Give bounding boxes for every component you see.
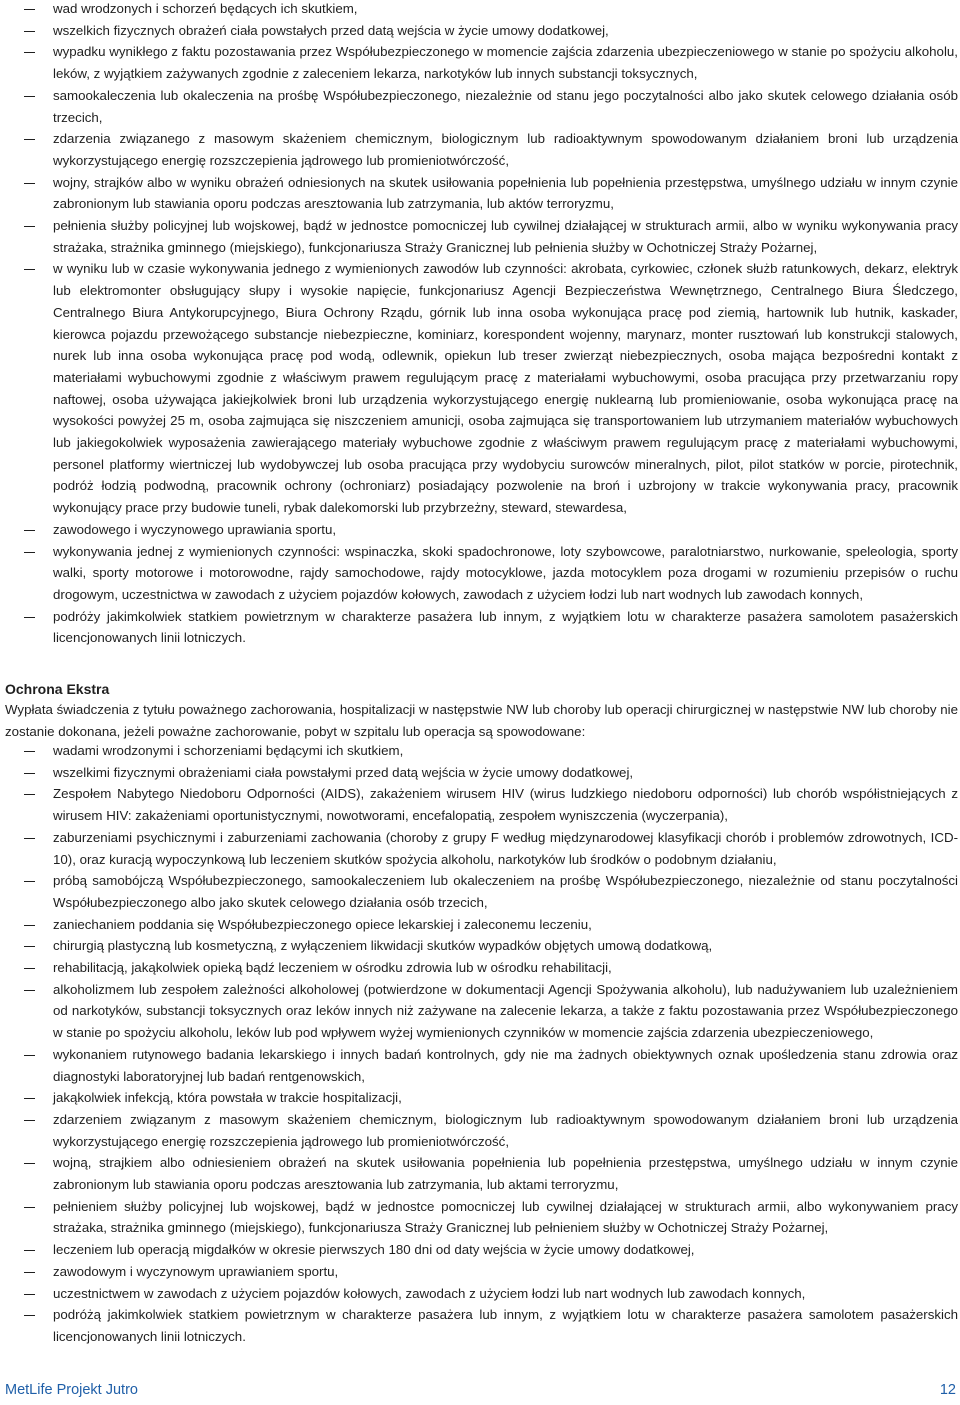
list-item: próbą samobójczą Współubezpieczonego, samookaleczeniem lub okaleczeniem na prośbę Współubezpieczonego, niezależnie od stanu poczytalności Współubezpieczonego albo jako skutek celowego działania osób trzecich, <box>53 870 958 913</box>
list-item: podróży jakimkolwiek statkiem powietrznym w charakterze pasażera lub innym, z wyjątkiem lotu w charakterze pasażera samolotem pasażerskich licencjonowanych linii lotniczych. <box>53 606 958 649</box>
list-item: w wyniku lub w czasie wykonywania jednego z wymienionych zawodów lub czynności: akrobata, cyrkowiec, członek służb ratunkowych, dekarz, elektryk lub elektromonter obsługujący słupy i wysokie napięcie, funkcjonariusz Agencji Bezpieczeństwa Wewnętrznego, Centralnego Biura Śledczego, Centralnego Biura Antykorupcyjnego, Biura Ochrony Rządu, górnik lub inna osoba wykonująca pracę pod ziemią, hartownik lub hutnik, kaskader, kierowca pojazdu przewożącego substancje niebezpieczne, kominiarz, korespondent wojenny, marynarz, monter rusztowań lub konstrukcji stalowych, nurek lub inna osoba wykonująca pracę pod wodą, odlewnik, opiekun lub treser zwierząt niebezpiecznych, osoba mająca bezpośredni kontakt z materiałami wybuchowymi zgodnie z właściwym prawem regulującym pracę z materiałami wybuchowymi, osoba pracująca przy przetwarzaniu ropy naftowej, osoba używająca jakiejkolwiek broni lub urządzenia wykorzystującego energię nuklearną lub promieniowanie, osoba wykonująca pracę na wysokości powyżej 25 m, osoba zajmująca się niszczeniem amunicji, osoba zajmująca się transportowaniem lub utrzymaniem materiałów wybuchowych lub jakiegokolwiek wyposażenia zawierającego materiały wybuchowe zgodnie z właściwym prawem regulującym pracę z materiałami wybuchowymi, personel platformy wiertniczej lub wydobywczej lub osoba pracująca przy wydobyciu surowców mineralnych, pilot, pilot statków w porcie, pirotechnik, podróż łodzią podwodną, pracownik ochrony (ochroniarz) posiadający pozwolenie na broń i uzbrojony w trakcie wykonywania pracy, pracownik wykonujący prace przy budowie tuneli, rybak dalekomorski lub przybrzeżny, steward, stewardesa, <box>53 258 958 518</box>
list-item: samookaleczenia lub okaleczenia na prośbę Współubezpieczonego, niezależnie od stanu jego poczytalności albo jako skutek celowego działania osób trzecich, <box>53 85 958 128</box>
list-item: alkoholizmem lub zespołem zależności alkoholowej (potwierdzone w dokumentacji Agencji Spożywania alkoholu), lub nadużywaniem lub uzależnieniem od narkotyków, substancji toksycznych oraz leków innych niż zażywane na zalecenie lekarza, a także z faktu pozostawania przez Współubezpieczonego w stanie po spożyciu alkoholu, leków lub pod wpływem wyżej wymienionych czynników w momencie zajścia zdarzenia ubezpieczeniowego, <box>53 979 958 1044</box>
ekstra-exclusions-list <box>0 740 958 1348</box>
list-item: wszelkimi fizycznymi obrażeniami ciała powstałymi przed datą wejścia w życie umowy dodatkowej, <box>53 762 958 784</box>
list-item: uczestnictwem w zawodach z użyciem pojazdów kołowych, zawodach z użyciem łodzi lub nart wodnych lub zawodach konnych, <box>53 1283 958 1305</box>
list-item: zdarzenia związanego z masowym skażeniem chemicznym, biologicznym lub radioaktywnym spowodowanym działaniem broni lub urządzenia wykorzystującego energię rozszczepienia jądrowego lub promieniotwórczość, <box>53 128 958 171</box>
section-intro: Wypłata świadczenia z tytułu poważnego zachorowania, hospitalizacji w następstwie NW lub choroby lub operacji chirurgicznej w następstwie NW lub choroby nie zostanie dokonana, jeżeli poważne zachorowanie, pobyt w szpitalu lub operacja są spowodowane: <box>5 702 958 739</box>
list-item: zdarzeniem związanym z masowym skażeniem chemicznym, biologicznym lub radioaktywnym spowodowanym działaniem broni lub urządzenia wykorzystującego energię rozszczepienia jądrowego lub promieniotwórczość, <box>53 1109 958 1152</box>
list-item: wadami wrodzonymi i schorzeniami będącymi ich skutkiem, <box>53 740 958 762</box>
list-item: wszelkich fizycznych obrażeń ciała powstałych przed datą wejścia w życie umowy dodatkowej, <box>53 20 958 42</box>
list-item: zawodowego i wyczynowego uprawiania sportu, <box>53 519 958 541</box>
list-item: zawodowym i wyczynowym uprawianiem sportu, <box>53 1261 958 1283</box>
list-item: wykonywania jednej z wymienionych czynności: wspinaczka, skoki spadochronowe, loty szybowcowe, paralotniarstwo, nurkowanie, speleologia, sporty walki, sporty motorowe i motorowodne, rajdy samochodowe, rajdy motocyklowe, jazda motocyklem poza drogami w rozumieniu przepisów o ruchu drogowym, uczestnictwa w zawodach z użyciem pojazdów kołowych, zawodach z użyciem łodzi lub nart wodnych lub zawodach konnych, <box>53 541 958 606</box>
page-number: 12 <box>939 1382 956 1398</box>
list-item: podróżą jakimkolwiek statkiem powietrznym w charakterze pasażera lub innym, z wyjątkiem lotu w charakterze pasażera samolotem pasażerskich licencjonowanych linii lotniczych. <box>53 1304 958 1347</box>
list-item: wypadku wynikłego z faktu pozostawania przez Współubezpieczonego w momencie zajścia zdarzenia ubezpieczeniowego w stanie po spożyciu alkoholu, leków, z wyjątkiem zażywanych zgodnie z zaleceniem lekarza, narkotyków lub innych substancji toksycznych, <box>53 41 958 84</box>
list-item: leczeniem lub operacją migdałków w okresie pierwszych 180 dni od daty wejścia w życie umowy dodatkowej, <box>53 1239 958 1261</box>
list-item: zaniechaniem poddania się Współubezpieczonego opiece lekarskiej i zaleconemu leczeniu, <box>53 914 958 936</box>
list-item: wykonaniem rutynowego badania lekarskiego i innych badań kontrolnych, gdy nie ma żadnych obiektywnych oznak upośledzenia stanu zdrowia oraz diagnostyki laboratoryjnej lub badań rentgenowskich, <box>53 1044 958 1087</box>
list-item: chirurgią plastyczną lub kosmetyczną, z wyłączeniem likwidacji skutków wypadków objętych umową dodatkową, <box>53 935 958 957</box>
footer-brand: MetLife Projekt Jutro <box>5 1382 138 1398</box>
exclusions-list <box>0 0 958 649</box>
list-item: rehabilitacją, jakąkolwiek opieką bądź leczeniem w ośrodku zdrowia lub w ośrodku rehabilitacji, <box>53 957 958 979</box>
list-item: jakąkolwiek infekcją, która powstała w trakcie hospitalizacji, <box>53 1087 958 1109</box>
list-item: wojny, strajków albo w wyniku obrażeń odniesionych na skutek usiłowania popełnienia lub popełnienia przestępstwa, umyślnego udziału w innym czynie zabronionym lub stawiania oporu podczas aresztowania lub zatrzymania, lub aktów terroryzmu, <box>53 172 958 215</box>
list-item: pełnienia służby policyjnej lub wojskowej, bądź w jednostce pomocniczej lub cywilnej działającej w strukturach armii, albo w wyniku wykonywania pracy strażaka, strażnika gminnego (miejskiego), funkcjonariusza Straży Granicznej lub pełnienia służby w Ochotniczej Straży Pożarnej, <box>53 215 958 258</box>
list-item: wojną, strajkiem albo odniesieniem obrażeń na skutek usiłowania popełnienia lub popełnienia przestępstwa, umyślnego udziału w innym czynie zabronionym lub stawiania oporu podczas aresztowania lub zatrzymania, lub aktami terroryzmu, <box>53 1152 958 1195</box>
list-item: zaburzeniami psychicznymi i zaburzeniami zachowania (choroby z grupy F według międzynarodowej klasyfikacji chorób i problemów zdrowotnych, ICD-10), oraz kuracją wypoczynkową lub leczeniem skutków spożycia alkoholu, narkotyków lub środków o podobnym działaniu, <box>53 827 958 870</box>
list-item: pełnieniem służby policyjnej lub wojskowej, bądź w jednostce pomocniczej lub cywilnej działającej w strukturach armii, albo wykonywaniem pracy strażaka, strażnika gminnego (miejskiego), funkcjonariusza Straży Granicznej lub pełnieniem służby w Ochotniczej Straży Pożarnej, <box>53 1196 958 1239</box>
list-item: Zespołem Nabytego Niedoboru Odporności (AIDS), zakażeniem wirusem HIV (wirus ludzkiego niedoboru odporności) lub chorób współistniejących z wirusem HIV: zakażeniami oportunistycznymi, nowotworami, encefalopatią, zespołem wyniszczenia (wyczerpania), <box>53 783 958 826</box>
section-heading: Ochrona Ekstra <box>5 681 110 697</box>
list-item: wad wrodzonych i schorzeń będących ich skutkiem, <box>53 0 958 20</box>
